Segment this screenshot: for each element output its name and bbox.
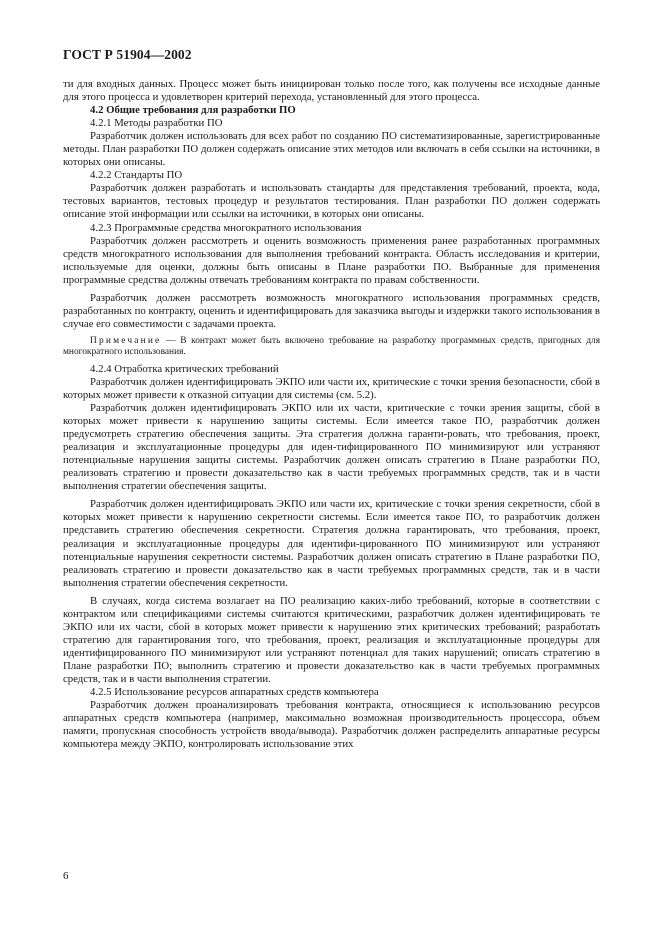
subsection-heading-4-2-2: 4.2.2 Стандарты ПО (90, 169, 183, 182)
note-text: В контракт может быть включено требование на разработку программных средств, пригодных для многократного использования. (63, 335, 601, 358)
note-label: Примечание (90, 335, 162, 346)
subsection-heading-4-2-1: 4.2.1 Методы разработки ПО (90, 117, 223, 130)
page-number: 6 (63, 870, 69, 882)
section-heading-4-2: 4.2 Общие требования для разработки ПО (90, 104, 296, 117)
paragraph: Разработчик должен рассмотреть возможность многократного использования программных средств, разработанных по контракту, оценить и идентифицировать для заказчика выгоды и издержки такого использования в случае его совместимости с задачами проекта. (63, 291, 600, 330)
document-header: ГОСТ Р 51904—2002 (63, 47, 192, 62)
paragraph: Разработчик должен идентифицировать ЭКПО или части их, критические с точки зрения секретности, сбой в которых может привести к нарушению секретности системы. Если имеется такое ПО, то разработчик должен представить стратегию обеспечения секретности. Стратегия должна гарантировать, что требования, проект, реализация и эксплуатационные процедуры для идентифи-цированного ПО минимизируют или устраняют потенциальные нарушения секретности системы. Разработчик должен описать стратегию в Плане разработки ПО, реализовать стратегию и провести доказательство как в части требуемых программных средств, так и в части выполнения стратегии обеспечения секретности. (63, 498, 600, 589)
paragraph: Разработчик должен использовать для всех работ по созданию ПО систематизированные, зарегистрированные методы. План разработки ПО должен содержать описание этих методов или включать в себя ссылки на источники, в которых они описаны. (63, 130, 600, 169)
paragraph: В случаях, когда система возлагает на ПО реализацию каких-либо требований, которые в соответствии с контрактом или спецификациями системы считаются критическими, разработчик должен идентифицировать те ЭКПО или их части, сбой в которых может привести к нарушению этих критических требований; разработать стратегию для гарантирования того, что требования, проект, реализация и эксплуатационные процедуры для идентифицированного ПО минимизируют или устраняют потенциал для таких нарушений; описать стратегию в Плане разработки ПО; выполнить стратегию и провести доказательство как в части требуемых программных средств, так и в части выполнения стратегии. (63, 594, 600, 685)
paragraph: Разработчик должен проанализировать требования контракта, относящиеся к использованию ресурсов аппаратных средств компьютера (например, максимально возможная производительность процессора, объем памяти, пропускная способность устройств ввода/вывода). Разработчик должен распределить аппаратные ресурсы компьютера между ЭКПО, контролировать использование этих (63, 699, 600, 751)
note (63, 336, 600, 359)
subsection-heading-4-2-4: 4.2.4 Отработка критических требований (90, 362, 279, 375)
paragraph: Разработчик должен разработать и использовать стандарты для представления требований, проекта, кода, тестовых вариантов, тестовых процедур и результатов тестирования. План разработки ПО должен содержать описание этой информации или ссылки на источники, в которых они описаны. (63, 182, 600, 221)
note-dash: — (166, 335, 176, 346)
subsection-heading-4-2-5: 4.2.5 Использование ресурсов аппаратных средств компьютера (90, 686, 379, 699)
paragraph: Разработчик должен рассмотреть и оценить возможность применения ранее разработанных программных средств многократного использования для выполнения требований контракта. Область исследования и критерии, используемые для оценки, должны быть описаны в Плане разработки ПО. Выбранные для применения программные средства должны отвечать требованиям контракта по правам собственности. (63, 234, 600, 286)
subsection-heading-4-2-3: 4.2.3 Программные средства многократного использования (90, 221, 362, 234)
paragraph-continued: ти для входных данных. Процесс может быть инициирован только после того, как получены все исходные данные для этого процесса и удовлетворен критерий перехода, установленный для этого процесса. (63, 78, 600, 104)
paragraph: Разработчик должен идентифицировать ЭКПО или части их, критические с точки зрения безопасности, сбой в которых может привести к отказной ситуации для системы (см. 5.2). (63, 375, 600, 401)
paragraph: Разработчик должен идентифицировать ЭКПО или их части, критические с точки зрения защиты, сбой в которых может привести к нарушению защиты системы. Если имеется такое ПО, разработчик должен предусмотреть стратегию обеспечения защиты. Эта стратегия должна гаранти-ровать, что требования, проект, реализация и эксплуатационные процедуры для иден-тифицированного ПО минимизируют или устраняют потенциальные нарушения защиты системы. Разработчик должен описать стратегию в Плане разработки ПО, реализовать стратегию и провести доказательство как в части требуемых программных средств, так и в части выполнения стратегии обеспечения защиты. (63, 402, 600, 493)
document-body (63, 78, 600, 751)
